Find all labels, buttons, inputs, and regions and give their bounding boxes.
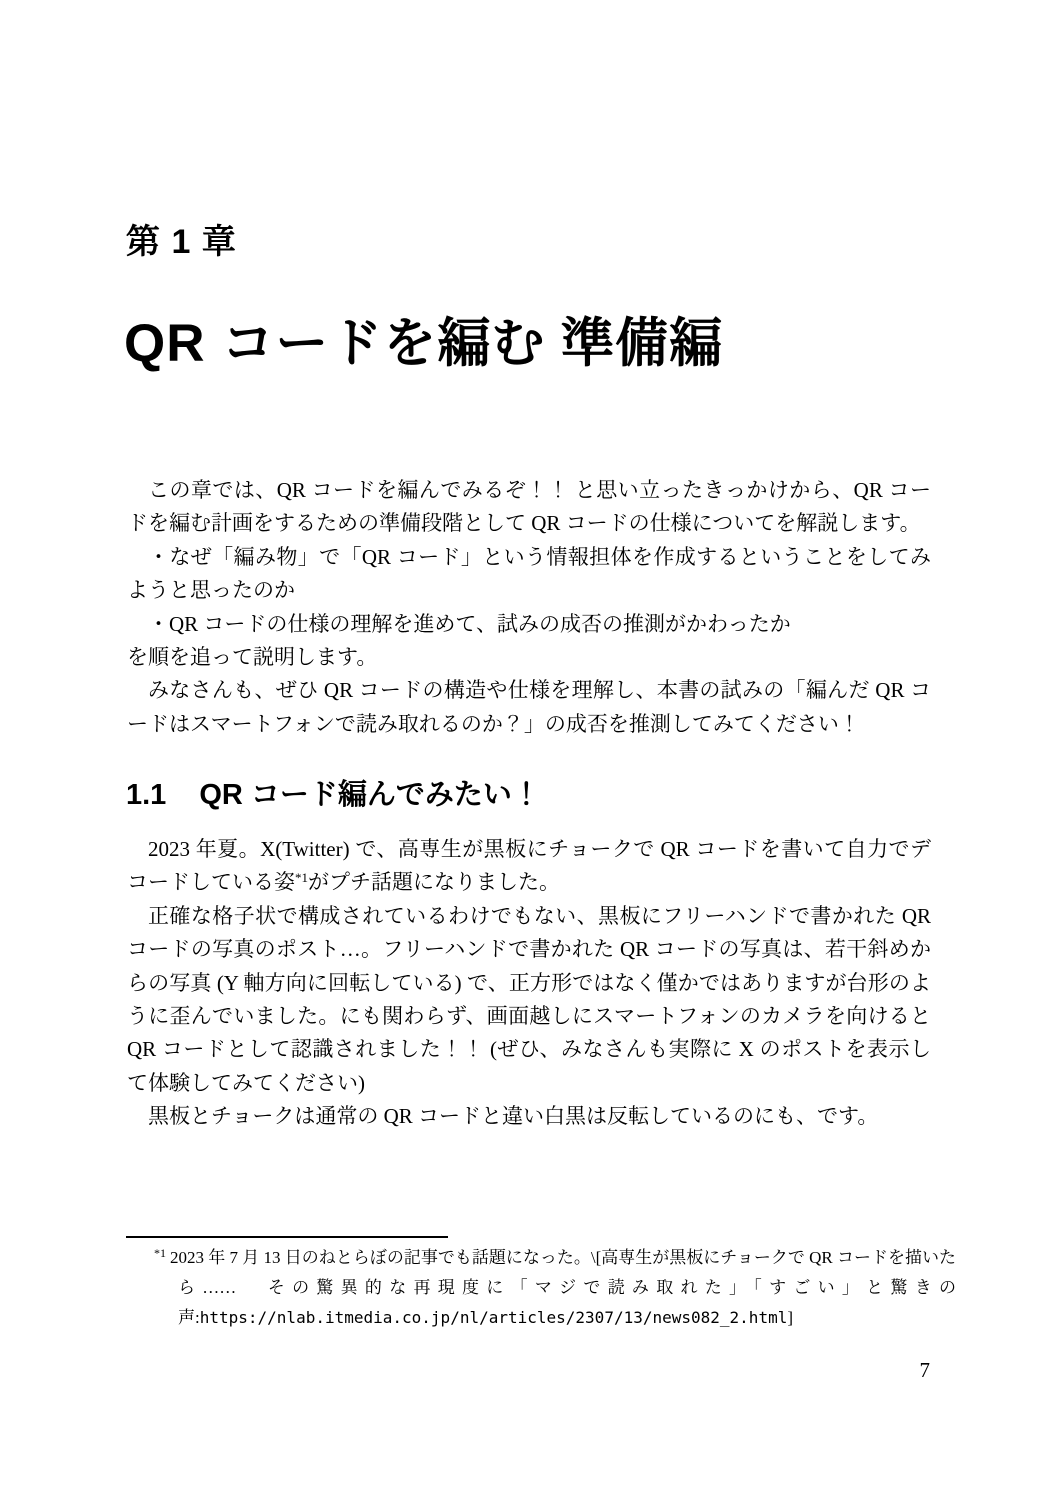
body-paragraph: みなさんも、ぜひ QR コードの構造や仕様を理解し、本書の試みの「編んだ QR コードはスマートフォンで読み取れるのか？」の成否を推測してみてください！ (127, 678, 931, 736)
body-paragraph: 黒板とチョークは通常の QR コードと違い白黒は反転しているのにも、です。 (148, 1104, 879, 1129)
section-number: 1.1 (126, 779, 167, 811)
chapter-number: 第 1 章 (126, 223, 237, 261)
page-number: 7 (919, 1358, 930, 1382)
footnote-url[interactable]: https://nlab.itmedia.co.jp/nl/articles/2307/13/news082_2.html (199, 1308, 788, 1327)
body-paragraph: この章では、QR コードを編んでみるぞ！！ と思い立ったきっかけから、QR コードを編む計画をするための準備段階として QR コードの仕様についてを解説します。 (127, 478, 931, 536)
footnote-closing-bracket: ] (787, 1308, 794, 1327)
body-paragraph: 正確な格子状で構成されているわけでもない、黒板にフリーハンドで書かれた QR コードの写真のポスト…。フリーハンドで書かれた QR コードの写真は、若干斜めからの写真 (Y 軸方向に回転している) で、正方形ではなく僅かではありますが台形のように歪んでいました。にも関わらず、画面越しにスマートフォンのカメラを向けると QR コードとして認識されました！！ (ぜひ、みなさんも実際に X のポストを表示して体験してみてください) (127, 903, 931, 1095)
bullet-paragraph: ・QR コードの仕様の理解を進めて、試みの成否の推測がかわったか (148, 611, 791, 636)
footnote-marker: *1 (154, 1246, 166, 1260)
intro-paragraphs (127, 474, 931, 741)
footnote-text: 2023 年 7 月 13 日のねとらぼの記事でも話題になった。\[高専生が黒板にチョークで QR コードを描いたら…… その驚異的な再現度に「マジで読み取れた」「すごい」と驚きの声: (170, 1248, 956, 1327)
section-title: QR コード編んでみたい！ (199, 779, 541, 811)
bullet-paragraph: ・なぜ「編み物」で「QR コード」という情報担体を作成するということをしてみようと思ったのか (127, 544, 931, 603)
chapter-title: QR コードを編む 準備編 (124, 314, 723, 373)
body-paragraph: を順を追って説明します。 (127, 645, 378, 670)
paragraph-text: がプチ話題になりました。 (308, 870, 560, 895)
footnote-divider (126, 1236, 448, 1238)
section-heading (126, 778, 541, 813)
footnote-reference: *1 (295, 870, 308, 886)
body-paragraph (127, 833, 931, 900)
section-paragraphs (127, 833, 931, 1134)
paragraph-text: 2023 年夏。X(Twitter) で、高専生が黒板にチョークで QR コードを書いて自力でデコードしている姿 (127, 837, 931, 895)
footnote (154, 1243, 956, 1333)
